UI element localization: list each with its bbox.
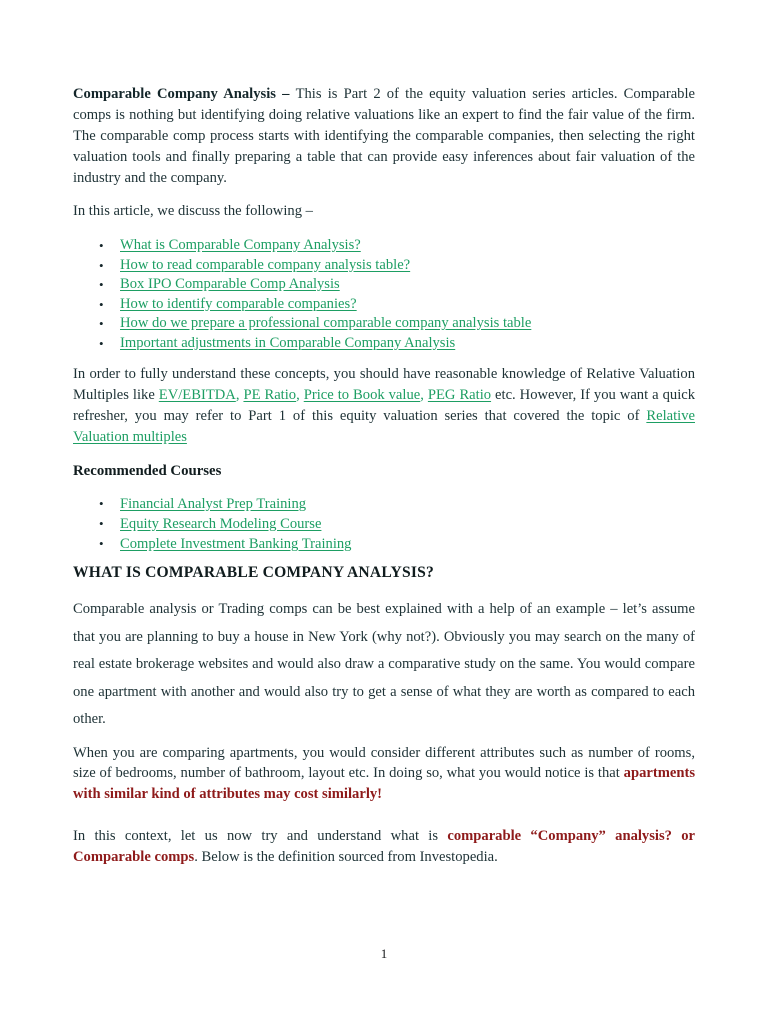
list-item	[73, 256, 695, 276]
paragraph-4-text: When you are comparing apartments, you would consider different attributes such as number of rooms, size of bedrooms, number of bathroom, layout etc. In doing so, what you would notice is that	[73, 744, 695, 781]
link-ev-ebitda[interactable]: EV/EBITDA	[158, 387, 236, 403]
article-topics-list	[73, 236, 695, 353]
article-paragraph-5	[73, 826, 695, 867]
paragraph-2-text-1: In order to fully understand these concepts, you should have reasonable knowledge of Relative Valuation Multiples like	[73, 366, 695, 403]
link-how-to-read-comparable-table[interactable]: How to read comparable company analysis table?	[120, 256, 411, 273]
link-pe-ratio[interactable]: PE Ratio	[243, 387, 297, 403]
link-separator: ,	[420, 387, 428, 403]
link-important-adjustments[interactable]: Important adjustments in Comparable Company Analysis	[120, 334, 456, 351]
paragraph-2-text-2: etc. However, If you want a quick refresher, you may refer to Part 1 of this equity valuation series that covered the topic of	[73, 387, 696, 424]
list-item	[73, 514, 695, 534]
link-complete-investment-banking-training[interactable]: Complete Investment Banking Training	[120, 536, 352, 552]
list-item	[73, 295, 695, 315]
link-relative-valuation-multiples[interactable]: Relative Valuation multiples	[73, 408, 695, 445]
article-paragraph-2	[73, 364, 695, 448]
paragraph-5-text-1: In this context, let us now try and understand what is	[73, 828, 448, 844]
link-peg-ratio[interactable]: PEG Ratio	[427, 387, 492, 403]
list-item	[73, 534, 695, 554]
section-heading-what-is-cca: WHAT IS COMPARABLE COMPANY ANALYSIS?	[73, 564, 434, 581]
list-item	[73, 236, 695, 256]
article-paragraph-3: Comparable analysis or Trading comps can be best explained with a help of an example – let’s assume that you are planning to buy a house in New York (why not?). Obviously you may search on the many of real estate brokerage websites and would also draw a comparative study on the same. You would compare one apartment with another and would also try to get a sense of what they are worth as compared to each other.	[73, 601, 695, 727]
list-item	[73, 314, 695, 334]
link-equity-research-modeling-course[interactable]: Equity Research Modeling Course	[120, 516, 322, 532]
list-item	[73, 334, 695, 354]
link-separator: ,	[235, 387, 244, 403]
recommended-courses-heading: Recommended Courses	[73, 463, 222, 479]
link-separator: ,	[296, 387, 304, 403]
link-financial-analyst-prep-training[interactable]: Financial Analyst Prep Training	[120, 496, 307, 512]
link-how-to-prepare-comparable-table[interactable]: How do we prepare a professional comparable company analysis table	[120, 315, 532, 331]
paragraph-1-text: This is Part 2 of the equity valuation series articles. Comparable comps is nothing but identifying doing relative valuations like an expert to find the fair value of the firm. The comparable comp process starts with identifying the comparable companies, then selecting the right valuation tools and finally preparing a table that can provide easy inferences about fair valuation of the industry and the company.	[73, 86, 696, 186]
article-paragraph-1	[73, 84, 695, 189]
paragraph-1-bold-lead: Comparable Company Analysis –	[73, 86, 296, 102]
link-what-is-comparable-company-analysis[interactable]: What is Comparable Company Analysis?	[120, 237, 361, 253]
list-item	[73, 494, 695, 514]
page-number: 1	[380, 946, 388, 961]
paragraph-5-emphasis: comparable “Company” analysis? or Comparable comps	[73, 828, 696, 865]
article-paragraph-4	[73, 743, 695, 805]
list-item	[73, 275, 695, 295]
link-price-to-book-value[interactable]: Price to Book value	[303, 387, 421, 403]
link-box-ipo-comparable-comp[interactable]: Box IPO Comparable Comp Analysis	[120, 276, 340, 292]
link-how-to-identify-comparables[interactable]: How to identify comparable companies?	[120, 295, 357, 312]
paragraph-5-text-2: . Below is the definition sourced from Investopedia.	[194, 848, 498, 865]
courses-list	[73, 494, 695, 554]
intro-line: In this article, we discuss the following –	[73, 203, 313, 219]
paragraph-4-emphasis: apartments with similar kind of attributes may cost similarly!	[73, 765, 695, 802]
